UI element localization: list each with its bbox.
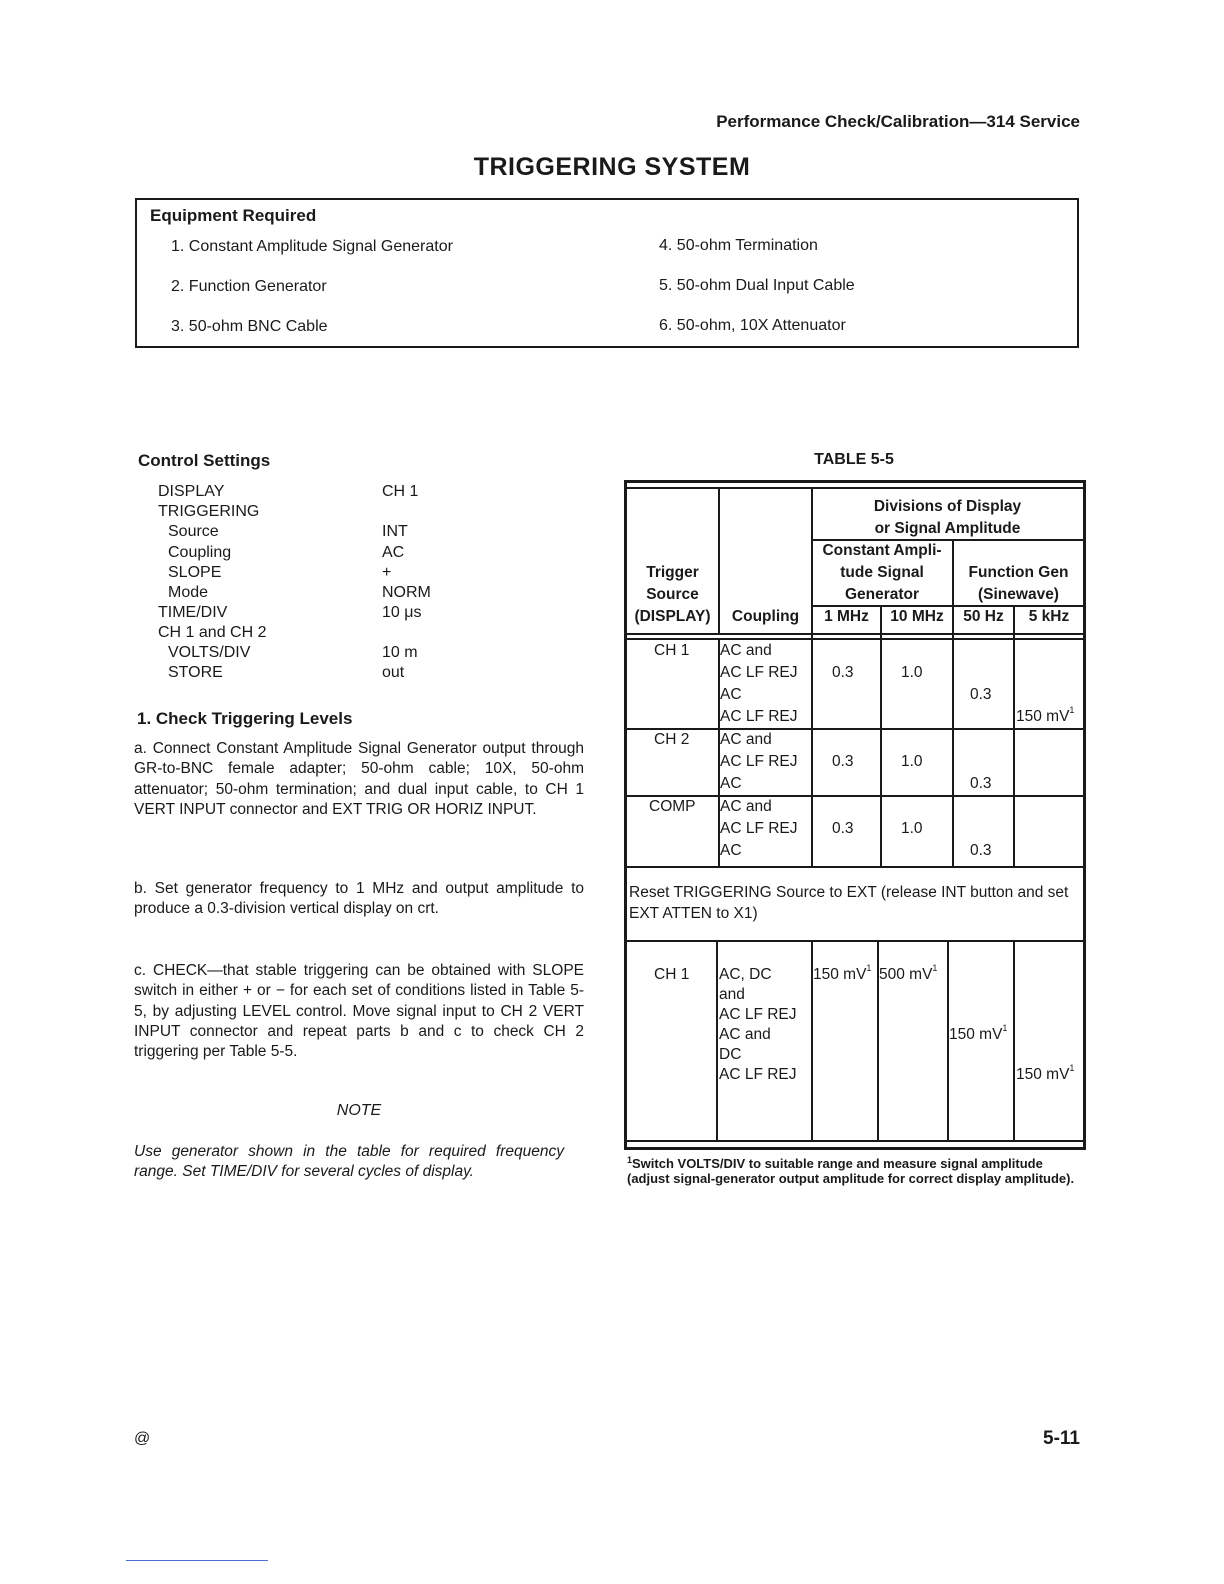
setting-label: VOLTS/DIV bbox=[168, 644, 251, 661]
coupling-cell: AC LF REJ bbox=[720, 708, 798, 725]
value-cell: 0.3 bbox=[832, 664, 854, 681]
header-func-gen-1: Function Gen bbox=[968, 564, 1069, 581]
value-cell: 1.0 bbox=[901, 664, 923, 681]
value-cell: 1.0 bbox=[901, 820, 923, 837]
footnote-ref: 1 bbox=[1002, 1023, 1008, 1033]
value-cell bbox=[879, 964, 937, 985]
header-1mhz: 1 MHz bbox=[824, 608, 869, 625]
value-text: 150 mV bbox=[813, 966, 867, 983]
paragraph-c: c. CHECK—that stable triggering can be obtained with SLOPE switch in either + or − for each set of conditions listed in Table 5-5, by adjusting LEVEL control. Move signal input to CH 2 VERT INPUT connector and repeat parts b and c to check CH 2 triggering per Table 5-5. bbox=[134, 962, 584, 1061]
equipment-item: 5. 50-ohm Dual Input Cable bbox=[659, 277, 855, 294]
setting-value: NORM bbox=[382, 584, 431, 601]
value-cell: 0.3 bbox=[970, 775, 992, 792]
coupling-cell: and bbox=[719, 986, 745, 1003]
header-trigger-2: Source bbox=[646, 586, 699, 603]
page-number: 5-11 bbox=[1043, 1428, 1080, 1449]
section-heading: 1. Check Triggering Levels bbox=[137, 709, 353, 728]
coupling-cell: AC LF REJ bbox=[720, 820, 798, 837]
header-trigger-1: Trigger bbox=[646, 564, 699, 581]
footnote-ref: 1 bbox=[866, 963, 872, 973]
header-coupling: Coupling bbox=[731, 608, 800, 625]
coupling-cell: AC, DC bbox=[719, 966, 772, 983]
header-50hz: 50 Hz bbox=[963, 608, 1004, 625]
page-title: TRIGGERING SYSTEM bbox=[473, 153, 751, 181]
header-const-gen-1: Constant Ampli- bbox=[822, 542, 942, 559]
header-divisions-2: or Signal Amplitude bbox=[874, 520, 1021, 537]
equipment-item: 1. Constant Amplitude Signal Generator bbox=[171, 238, 453, 255]
setting-value: + bbox=[382, 564, 392, 581]
coupling-cell: AC and bbox=[720, 798, 772, 815]
note-text: Use generator shown in the table for required frequency range. Set TIME/DIV for several cycles of display. bbox=[134, 1143, 564, 1181]
setting-value: CH 1 bbox=[382, 483, 419, 500]
table-5-5 bbox=[624, 480, 1086, 1150]
setting-value: INT bbox=[382, 523, 408, 540]
coupling-cell: AC bbox=[720, 842, 742, 859]
setting-label: SLOPE bbox=[168, 564, 222, 581]
source-ch1-ext: CH 1 bbox=[654, 966, 690, 983]
header-func-gen-2: (Sinewave) bbox=[978, 586, 1059, 603]
footnote-text: Switch VOLTS/DIV to suitable range and measure signal amplitude (adjust signal-generator output amplitude for correct display amplitude). bbox=[627, 1156, 1075, 1186]
setting-label: Mode bbox=[168, 584, 209, 601]
equipment-item: 2. Function Generator bbox=[171, 278, 327, 295]
footnote-mark: 1 bbox=[627, 1155, 633, 1165]
value-text: 150 mV bbox=[1016, 708, 1070, 725]
setting-label: TRIGGERING bbox=[158, 503, 260, 520]
value-text: 150 mV bbox=[949, 1026, 1003, 1043]
note-heading: NOTE bbox=[336, 1102, 382, 1119]
paragraph-b: b. Set generator frequency to 1 MHz and output amplitude to produce a 0.3-division vertical display on crt. bbox=[134, 880, 584, 918]
header-divisions-1: Divisions of Display bbox=[873, 498, 1022, 515]
coupling-cell: AC and bbox=[720, 731, 772, 748]
coupling-cell: AC LF REJ bbox=[719, 1006, 797, 1023]
setting-value: 10 m bbox=[382, 644, 418, 661]
coupling-cell: AC bbox=[720, 775, 742, 792]
value-cell: 0.3 bbox=[832, 820, 854, 837]
setting-label: Coupling bbox=[168, 544, 232, 561]
coupling-cell: AC LF REJ bbox=[720, 753, 798, 770]
footnote-ref: 1 bbox=[932, 963, 938, 973]
coupling-cell: AC and bbox=[719, 1026, 771, 1043]
equipment-heading: Equipment Required bbox=[150, 206, 317, 225]
setting-value: out bbox=[382, 664, 405, 681]
header-5khz: 5 kHz bbox=[1028, 608, 1070, 625]
control-settings-heading: Control Settings bbox=[138, 451, 271, 470]
coupling-cell: DC bbox=[719, 1046, 742, 1063]
table-caption: TABLE 5-5 bbox=[814, 451, 894, 468]
equipment-item: 3. 50-ohm BNC Cable bbox=[171, 318, 328, 335]
table-footnote bbox=[627, 1156, 1082, 1186]
equipment-item: 6. 50-ohm, 10X Attenuator bbox=[659, 317, 846, 334]
value-cell: 0.3 bbox=[970, 842, 992, 859]
bottom-rule bbox=[126, 1560, 268, 1561]
paragraph-a: a. Connect Constant Amplitude Signal Generator output through GR-to-BNC female adapter; 50-ohm cable; 10X, 50-ohm attenuator; 50-ohm termination; and dual input cable, to CH 1 VERT INPUT connector and EXT TRIG OR HORIZ INPUT. bbox=[134, 740, 584, 818]
setting-label: Source bbox=[168, 523, 219, 540]
value-text: 150 mV bbox=[1016, 1066, 1070, 1083]
coupling-cell: AC and bbox=[720, 642, 772, 659]
equipment-box bbox=[135, 198, 1079, 348]
setting-label: STORE bbox=[168, 664, 223, 681]
setting-value: AC bbox=[382, 544, 405, 561]
value-cell bbox=[1016, 706, 1074, 727]
setting-value: 10 μs bbox=[382, 604, 422, 621]
source-ch1: CH 1 bbox=[654, 642, 690, 659]
equipment-item: 4. 50-ohm Termination bbox=[659, 237, 818, 254]
value-cell bbox=[813, 964, 871, 985]
value-cell: 0.3 bbox=[970, 686, 992, 703]
footnote-ref: 1 bbox=[1069, 705, 1075, 715]
coupling-cell: AC bbox=[720, 686, 742, 703]
source-ch2: CH 2 bbox=[654, 731, 690, 748]
reset-note: Reset TRIGGERING Source to EXT (release INT button and set EXT ATTEN to X1) bbox=[629, 884, 1069, 922]
coupling-cell: AC LF REJ bbox=[720, 664, 798, 681]
running-head: Performance Check/Calibration—314 Service bbox=[716, 112, 1080, 131]
header-trigger-3: (DISPLAY) bbox=[634, 608, 711, 625]
setting-label: TIME/DIV bbox=[158, 604, 228, 621]
header-const-gen-2: tude Signal bbox=[840, 564, 924, 581]
header-10mhz: 10 MHz bbox=[890, 608, 944, 625]
setting-label: DISPLAY bbox=[158, 483, 225, 500]
coupling-cell: AC LF REJ bbox=[719, 1066, 797, 1083]
footnote-ref: 1 bbox=[1069, 1063, 1075, 1073]
source-comp: COMP bbox=[649, 798, 696, 815]
value-text: 500 mV bbox=[879, 966, 933, 983]
corner-mark: @ bbox=[134, 1430, 151, 1447]
value-cell: 1.0 bbox=[901, 753, 923, 770]
value-cell: 0.3 bbox=[832, 753, 854, 770]
setting-label: CH 1 and CH 2 bbox=[158, 624, 267, 641]
value-cell bbox=[949, 1024, 1007, 1045]
value-cell bbox=[1016, 1064, 1074, 1085]
header-const-gen-3: Generator bbox=[844, 586, 920, 603]
